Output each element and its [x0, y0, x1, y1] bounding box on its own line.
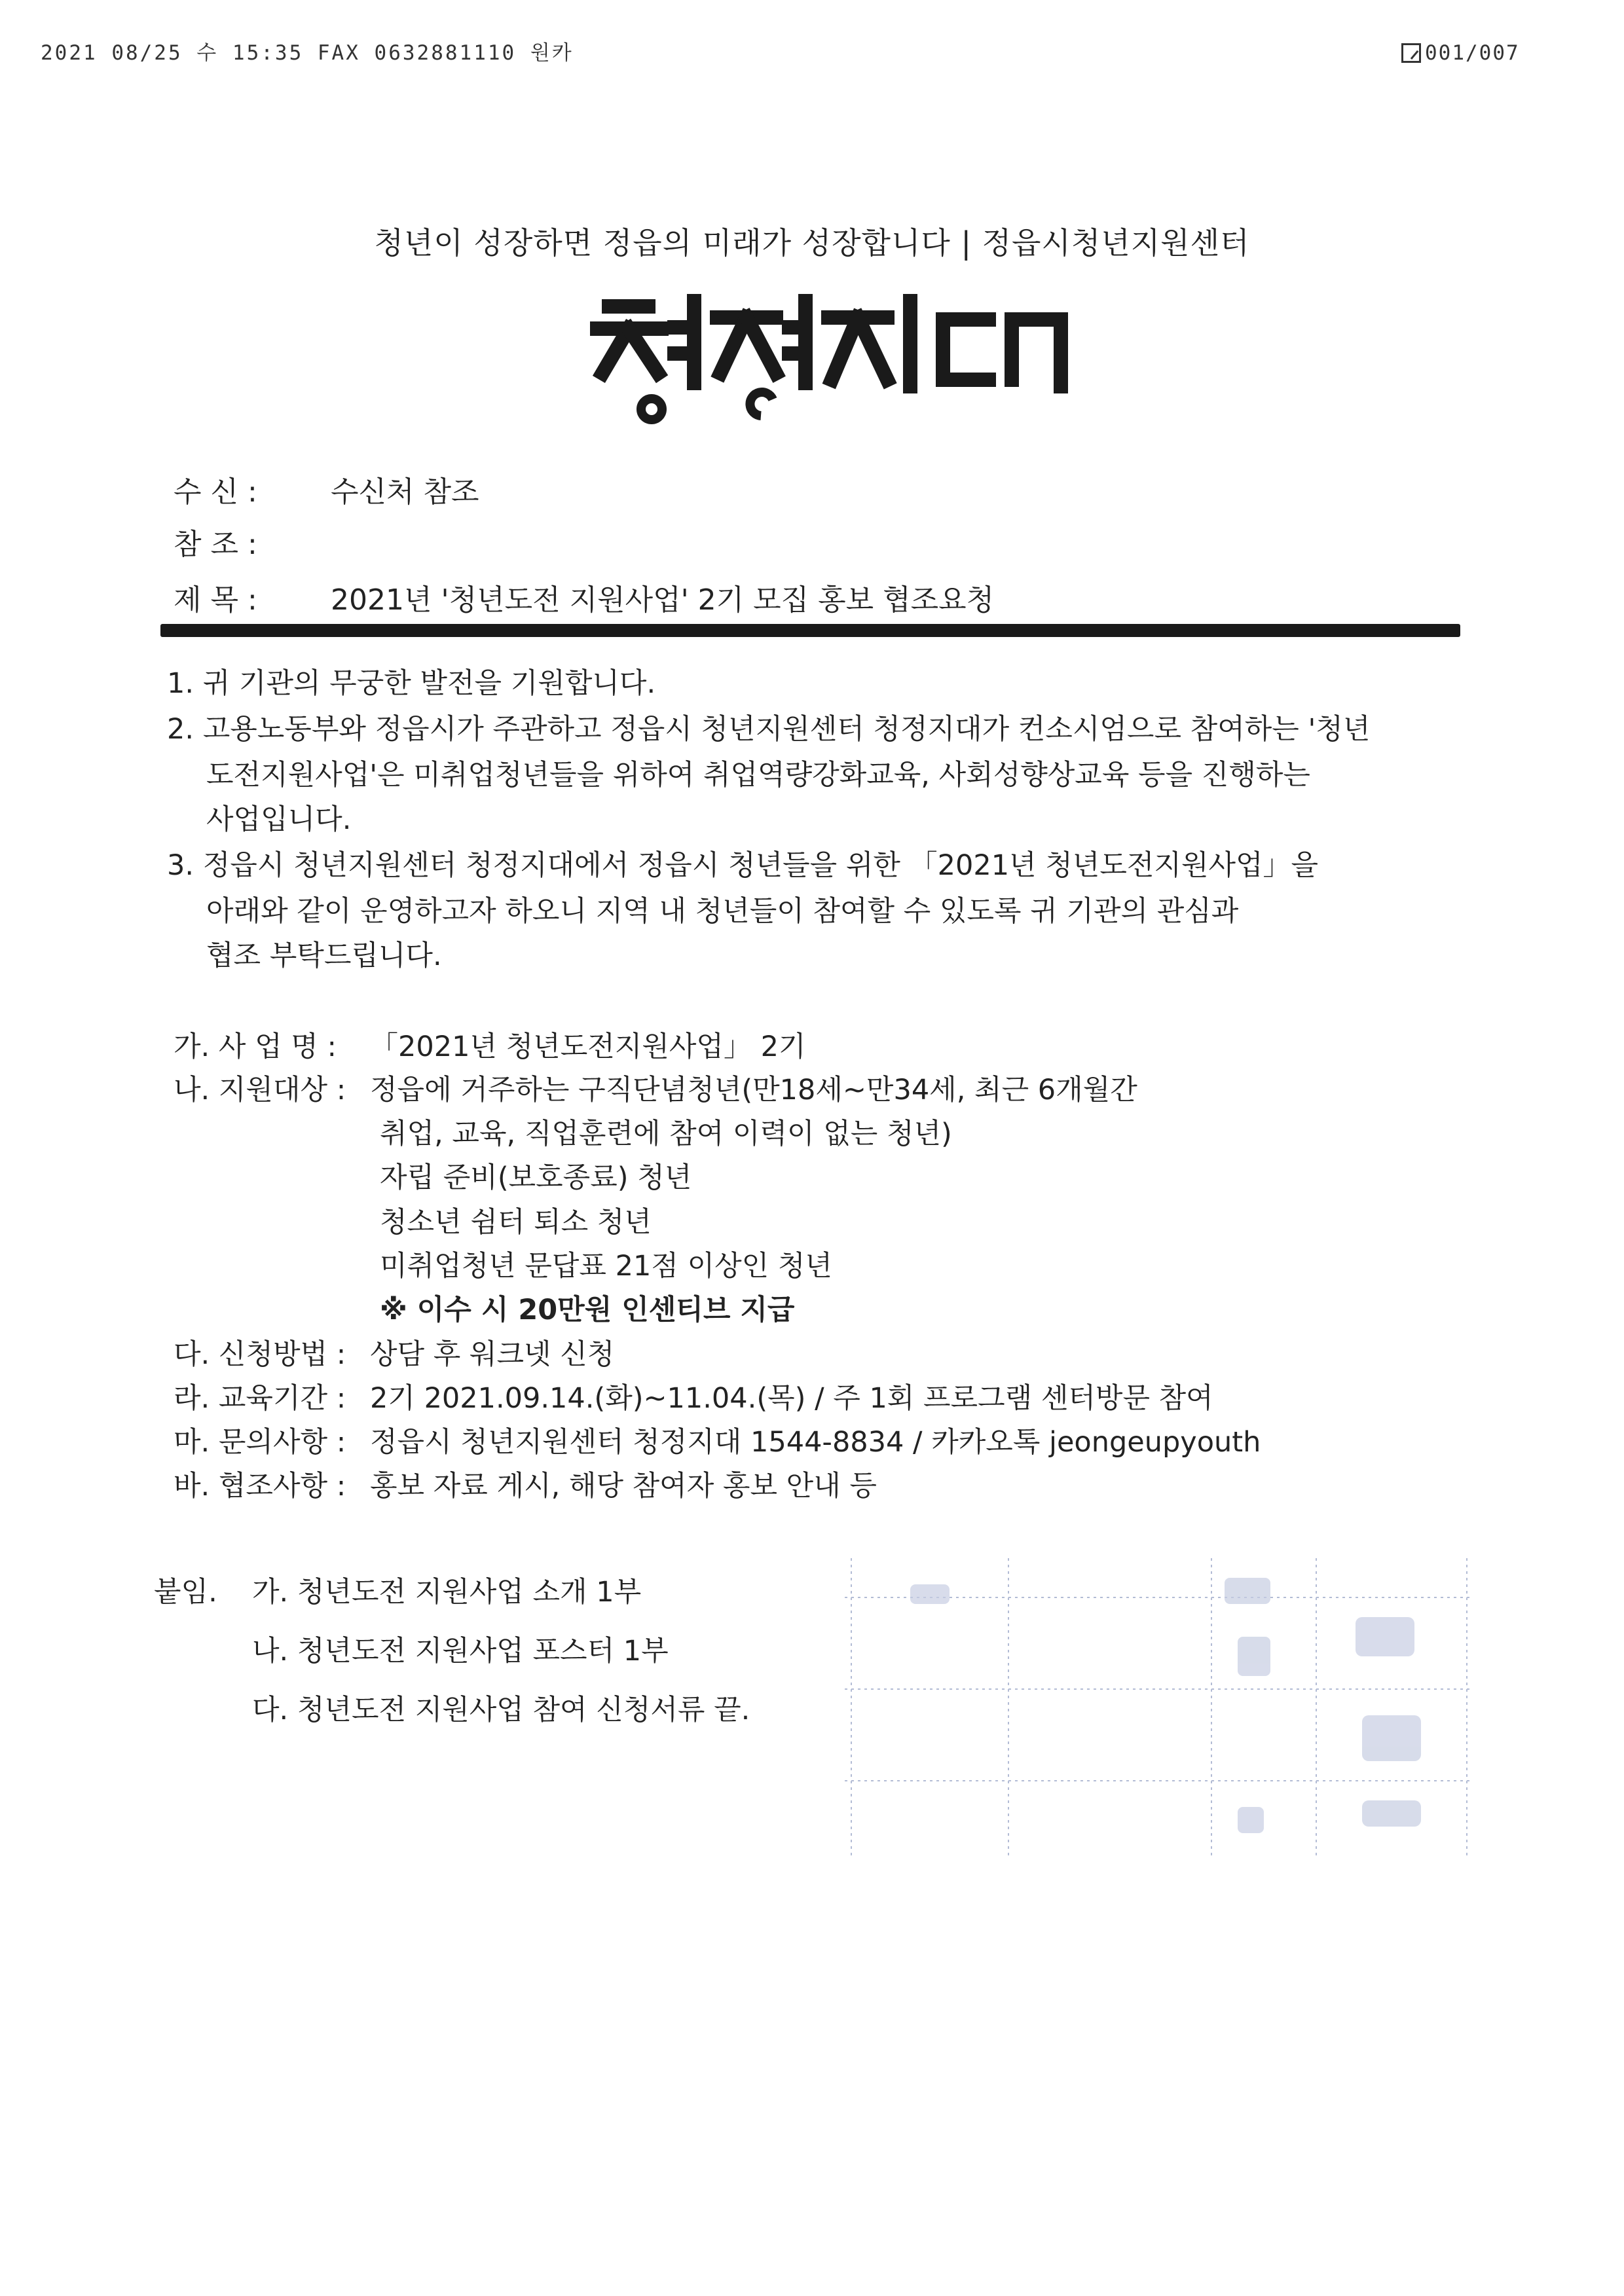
attachment-item: 가. 청년도전 지원사업 소개 1부: [252, 1576, 642, 1609]
fax-page-counter: [1401, 41, 1520, 65]
body-paragraph-2-line-2: 도전지원사업'은 미취업청년들을 위하여 취업역량강화교육, 사회성향상교육 등을 진행하는: [206, 759, 1310, 792]
detail-business-name: 「2021년 청년도전지원사업」 2기: [370, 1030, 806, 1063]
meta-value: 2021년 '청년도전 지원사업' 2기 모집 홍보 협조요청: [331, 583, 995, 617]
meta-label: 제 목 :: [174, 583, 257, 617]
attachment-item: 다. 청년도전 지원사업 참여 신청서류 끝.: [252, 1694, 750, 1726]
detail-label: 마. 문의사항 :: [174, 1426, 346, 1459]
body-paragraph-3-line-3: 협조 부탁드립니다.: [206, 939, 442, 972]
detail-label: 라. 교육기간 :: [174, 1382, 346, 1415]
detail-incentive-note: ※ 이수 시 20만원 인센티브 지급: [380, 1294, 795, 1326]
fax-page-number: 001/007: [1425, 41, 1520, 65]
detail-inquiry: 정읍시 청년지원센터 청정지대 1544-8834 / 카카오톡 jeongeupyouth: [370, 1426, 1261, 1459]
header-divider: [160, 624, 1460, 637]
detail-period: 2기 2021.09.14.(화)~11.04.(목) / 주 1회 프로그램 센터방문 참여: [370, 1382, 1213, 1415]
body-paragraph-2-line-1: 2. 고용노동부와 정읍시가 주관하고 정읍시 청년지원센터 청정지대가 컨소시엄으로 참여하는 '청년: [167, 713, 1371, 746]
meta-label: 수 신 :: [174, 475, 257, 509]
body-paragraph-3-line-1: 3. 정읍시 청년지원센터 청정지대에서 정읍시 청년들을 위한 「2021년 청년도전지원사업」을: [167, 849, 1319, 882]
fax-header: 2021 08/25 수 15:35 FAX 0632881110 원카: [41, 41, 574, 65]
detail-label: 가. 사 업 명 :: [174, 1030, 337, 1063]
body-paragraph-2-line-3: 사업입니다.: [206, 803, 352, 836]
detail-apply-method: 상담 후 워크넷 신청: [370, 1338, 615, 1371]
body-paragraph-1: 1. 귀 기관의 무궁한 발전을 기원합니다.: [167, 667, 656, 700]
checkbox-icon: [1401, 43, 1421, 63]
detail-cooperation: 홍보 자료 게시, 해당 참여자 홍보 안내 등: [370, 1470, 877, 1503]
meta-subject: [174, 576, 994, 618]
approval-stamp-grid: [845, 1558, 1473, 1859]
detail-label: 바. 협조사항 :: [174, 1470, 346, 1503]
letterhead-slogan: 청년이 성장하면 정읍의 미래가 성장합니다 | 정읍시청년지원센터: [374, 225, 1250, 261]
detail-label: 다. 신청방법 :: [174, 1338, 346, 1371]
logo: [589, 288, 1074, 426]
detail-target-line-3: 자립 준비(보호종료) 청년: [380, 1161, 692, 1194]
detail-target-line-4: 청소년 쉼터 퇴소 청년: [380, 1206, 652, 1239]
detail-label: 나. 지원대상 :: [174, 1074, 346, 1106]
detail-target-line-5: 미취업청년 문답표 21점 이상인 청년: [380, 1250, 832, 1283]
meta-recipient: [174, 468, 479, 510]
detail-target-line-2: 취업, 교육, 직업훈련에 참여 이력이 없는 청년): [380, 1118, 952, 1150]
body-paragraph-3-line-2: 아래와 같이 운영하고자 하오니 지역 내 청년들이 참여할 수 있도록 귀 기관의 관심과: [206, 895, 1239, 928]
meta-label: 참 조 :: [174, 528, 257, 561]
meta-value: 수신처 참조: [331, 475, 479, 509]
attachments-label: 붙임.: [154, 1576, 217, 1609]
detail-target-line-1: 정읍에 거주하는 구직단념청년(만18세~만34세, 최근 6개월간: [370, 1074, 1137, 1106]
attachment-item: 나. 청년도전 지원사업 포스터 1부: [252, 1635, 669, 1667]
meta-reference: [174, 520, 331, 562]
